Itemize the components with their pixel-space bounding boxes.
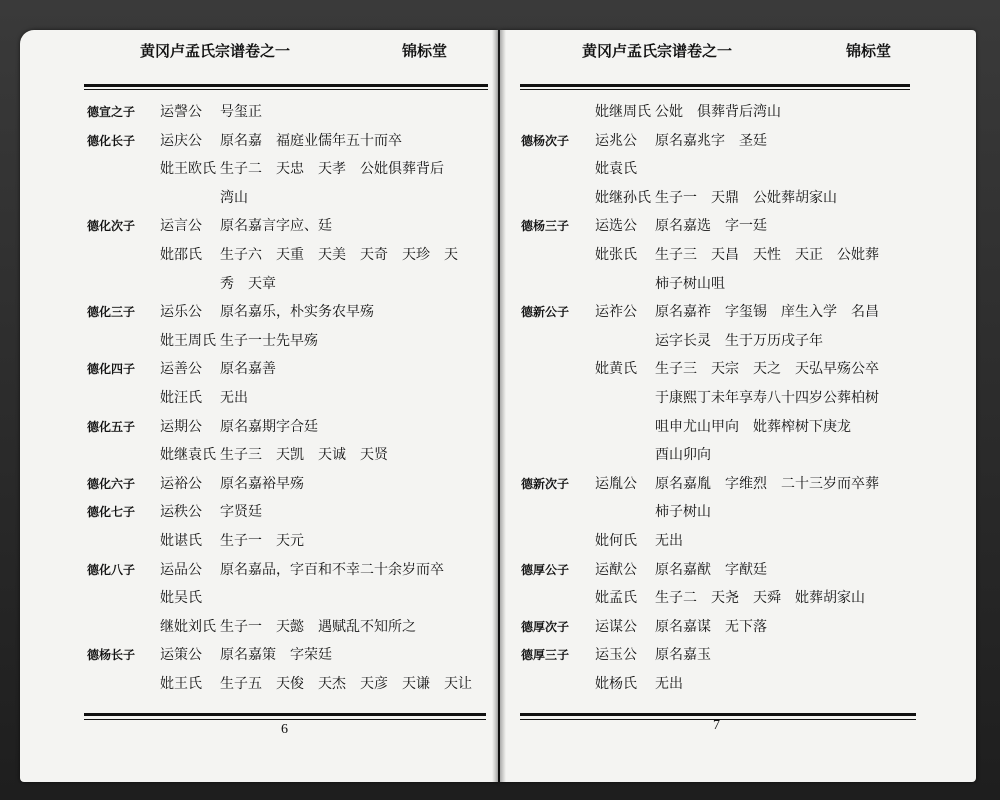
entry-text: 生子一 天懿 遇赋乱不知所之	[220, 619, 416, 635]
lineage-label: 德化六子	[87, 477, 136, 491]
entry-text: 生子三 天宗 天之 天弘早殇公卒	[655, 361, 879, 377]
left-page-number: 6	[281, 722, 288, 737]
entry-text: 生子五 天俊 天杰 天彦 天谦 天让	[220, 676, 472, 692]
entry-text: 生子三 天凯 天诚 天贤	[220, 447, 388, 463]
entry-text: 原名嘉兆字 圣廷	[655, 133, 767, 149]
person-name: 运謦公	[160, 104, 202, 120]
right-header-title: 黄冈卢孟氏宗谱卷之一	[582, 42, 733, 60]
entry-text: 原名嘉乐，朴实务农早殇	[220, 304, 374, 320]
person-name: 妣谌氏	[160, 533, 202, 549]
lineage-label: 德化八子	[87, 563, 136, 577]
entry-text: 原名嘉期字合廷	[220, 419, 318, 435]
entry-text: 无出	[655, 676, 683, 692]
person-name: 妣吴氏	[160, 590, 202, 606]
entry-text: 原名嘉品，字百和不幸二十余岁而卒	[220, 562, 444, 578]
person-name: 运庆公	[160, 133, 202, 149]
person-name: 妣继袁氏	[160, 447, 216, 463]
person-name: 妣袁氏	[595, 161, 637, 177]
entry-text: 于康熙丁未年享寿八十四岁公葬柏树	[655, 390, 879, 406]
person-name: 运品公	[160, 562, 202, 578]
person-name: 运祚公	[595, 304, 637, 320]
entry-text: 无出	[655, 533, 683, 549]
entry-text: 原名嘉选 字一廷	[655, 218, 767, 234]
entry-text: 原名嘉 福庭业儒年五十而卒	[220, 133, 402, 149]
person-name: 运期公	[160, 419, 202, 435]
person-name: 继妣刘氏	[160, 619, 216, 635]
entry-text: 运字长灵 生于万历戌子年	[655, 333, 823, 349]
person-name: 妣邵氏	[160, 247, 202, 263]
entry-text: 原名嘉裕早殇	[220, 476, 304, 492]
entry-text: 生子六 天重 天美 天奇 天珍 天	[220, 247, 458, 263]
person-name: 妣杨氏	[595, 676, 637, 692]
person-name: 运策公	[160, 647, 202, 663]
entry-text: 秀 天章	[220, 276, 276, 292]
lineage-label: 德厚次子	[521, 620, 570, 634]
person-name: 运秩公	[160, 504, 202, 520]
entry-text: 原名嘉祚 字玺锡 庠生入学 名昌	[655, 304, 879, 320]
lineage-label: 德厚公子	[521, 563, 570, 577]
lineage-label: 德新次子	[521, 477, 570, 491]
entry-text: 生子二 天忠 天孝 公妣俱葬背后	[220, 161, 444, 177]
entry-text: 无出	[220, 390, 248, 406]
entry-text: 字贤廷	[220, 504, 262, 520]
entry-text: 原名嘉玉	[655, 647, 711, 663]
lineage-label: 德化四子	[87, 362, 136, 376]
person-name: 运胤公	[595, 476, 637, 492]
lineage-label: 德化次子	[87, 219, 136, 233]
person-name: 妣孟氏	[595, 590, 637, 606]
left-header-rule-thin	[84, 89, 488, 90]
entry-text: 原名嘉胤 字维烈 二十三岁而卒葬	[655, 476, 879, 492]
entry-text: 湾山	[220, 190, 248, 206]
person-name: 妣继周氏	[595, 104, 651, 120]
entry-text: 生子二 天尧 天舜 妣葬胡家山	[655, 590, 865, 606]
right-page-number: 7	[713, 718, 720, 733]
entry-text: 酉山卯向	[655, 447, 711, 463]
person-name: 妣黄氏	[595, 361, 637, 377]
entry-text: 生子三 天昌 天性 天正 公妣葬	[655, 247, 879, 263]
left-footer-rule-thin	[84, 719, 486, 720]
person-name: 妣王周氏	[160, 333, 216, 349]
lineage-label: 德新公子	[521, 305, 570, 319]
left-header	[140, 40, 480, 64]
entry-text: 原名嘉言字应、廷	[220, 218, 332, 234]
person-name: 运言公	[160, 218, 202, 234]
lineage-label: 德杨长子	[87, 648, 136, 662]
left-header-title: 黄冈卢孟氏宗谱卷之一	[140, 42, 291, 60]
lineage-label: 德杨三子	[521, 219, 570, 233]
entry-text: 生子一 天鼎 公妣葬胡家山	[655, 190, 837, 206]
right-footer-rule	[520, 713, 916, 716]
person-name: 运兆公	[595, 133, 637, 149]
person-name: 运谋公	[595, 619, 637, 635]
right-header-hall: 锦标堂	[846, 42, 892, 60]
person-name: 运善公	[160, 361, 202, 377]
person-name: 运玉公	[595, 647, 637, 663]
entry-text: 生子一 天元	[220, 533, 304, 549]
right-header-rule	[520, 84, 910, 87]
person-name: 妣王欧氏	[160, 161, 216, 177]
entry-text: 咀申尤山甲向 妣葬榨树下庚龙	[655, 419, 851, 435]
person-name: 妣汪氏	[160, 390, 202, 406]
entry-text: 柿子树山	[655, 504, 711, 520]
person-name: 妣继孙氏	[595, 190, 651, 206]
entry-text: 生子一士先早殇	[220, 333, 318, 349]
person-name: 妣王氏	[160, 676, 202, 692]
entry-text: 号玺正	[220, 104, 262, 120]
entry-text: 原名嘉猷 字猷廷	[655, 562, 767, 578]
entry-text: 原名嘉善	[220, 361, 276, 377]
book-gutter	[492, 30, 506, 782]
lineage-label: 德厚三子	[521, 648, 570, 662]
entry-text: 原名嘉谋 无下落	[655, 619, 767, 635]
right-header	[582, 40, 922, 64]
person-name: 妣何氏	[595, 533, 637, 549]
entry-text: 公妣 俱葬背后湾山	[655, 104, 781, 120]
entry-text: 柿子树山咀	[655, 276, 725, 292]
lineage-label: 德化长子	[87, 134, 136, 148]
person-name: 妣张氏	[595, 247, 637, 263]
right-header-rule-thin	[520, 89, 910, 90]
left-footer-rule	[84, 713, 486, 716]
person-name: 运裕公	[160, 476, 202, 492]
left-header-rule	[84, 84, 488, 87]
left-header-hall: 锦标堂	[402, 42, 448, 60]
lineage-label: 德化三子	[87, 305, 136, 319]
person-name: 运猷公	[595, 562, 637, 578]
lineage-label: 德化七子	[87, 505, 136, 519]
person-name: 运乐公	[160, 304, 202, 320]
entry-text: 原名嘉策 字荣廷	[220, 647, 332, 663]
person-name: 运选公	[595, 218, 637, 234]
lineage-label: 德化五子	[87, 420, 136, 434]
lineage-label: 德杨次子	[521, 134, 570, 148]
lineage-label: 德宣之子	[87, 105, 136, 119]
